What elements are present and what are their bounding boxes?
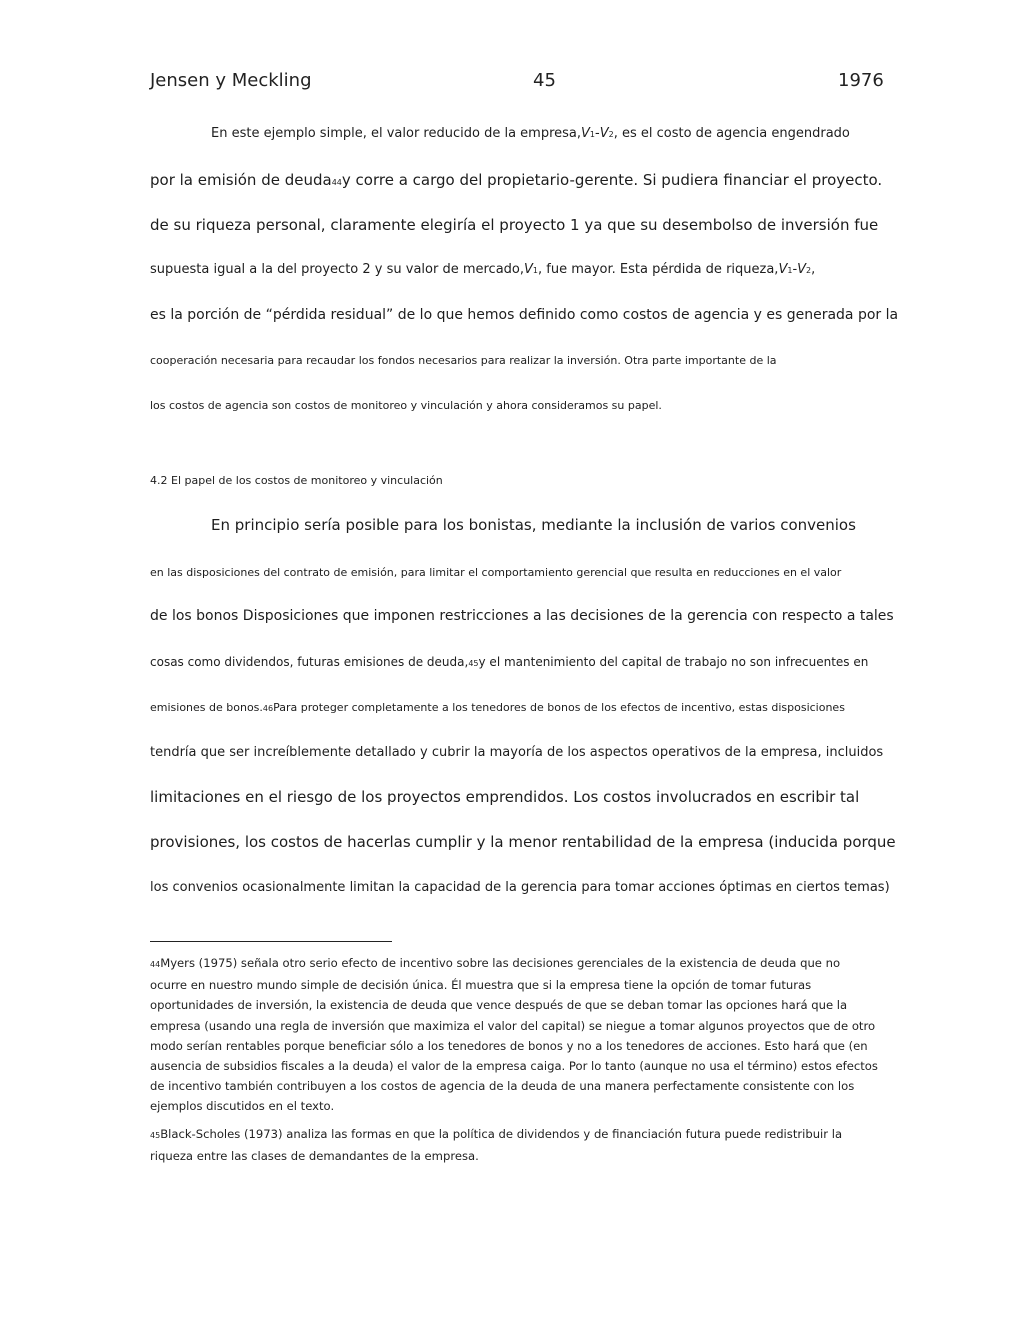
paragraph-line: supuesta igual a la del proyecto 2 y su valor de mercado,V1, fue mayor. Esta pérdida de riqueza,V1-V2,	[150, 262, 816, 277]
footnote-ref[interactable]: 44	[331, 178, 342, 187]
paragraph-line: cooperación necesaria para recaudar los fondos necesarios para realizar la inversión. Otra parte importante de la	[150, 354, 777, 367]
paragraph-line: es la porción de “pérdida residual” de lo que hemos definido como costos de agencia y es generada por la	[150, 307, 899, 323]
paragraph-line: los costos de agencia son costos de monitoreo y vinculación y ahora consideramos su papel.	[150, 399, 662, 412]
paragraph-line: emisiones de bonos.46Para proteger completamente a los tenedores de bonos de los efectos de incentivo, estas disposiciones	[150, 701, 845, 714]
paragraph-line: tendría que ser increíblemente detallado y cubrir la mayoría de los aspectos operativos de la empresa, incluidos	[150, 745, 884, 760]
paragraph-line: de los bonos Disposiciones que imponen restricciones a las decisiones de la gerencia con respecto a tales	[150, 608, 894, 624]
footnote-ref[interactable]: 45	[468, 659, 479, 668]
footnote-text: Myers (1975) señala otro serio efecto de incentivo sobre las decisiones gerenciales de la existencia de deuda que no ocurre en nuestro mundo simple de decisión única. Él muestra que si la empresa tiene la opción de tomar futuras oportunidades de inversión, la existencia de deuda que vence después de que se deban tomar las opciones hará que la empresa (usando una regla de inversión que maximiza el valor del capital) se niegue a tomar algunos proyectos que de otro modo serían rentables porque beneficiar sólo a los tenedores de bonos y no a los tenedores de acciones. Esto hará que (en ausencia de subsidios fiscales a la deuda) el valor de la empresa caiga. Por lo tanto (aunque no usa el término) estos efectos de incentivo también contribuyen a los costos de agencia de la deuda de una manera perfectamente consistente con los ejemplos discutidos en el texto.	[150, 956, 878, 1114]
footnote-ref[interactable]: 46	[262, 704, 274, 713]
page-number: 45	[533, 70, 556, 91]
section-heading: 4.2 El papel de los costos de monitoreo y vinculación	[150, 474, 443, 487]
paragraph-line: los convenios ocasionalmente limitan la capacidad de la gerencia para tomar acciones óptimas en ciertos temas)	[150, 880, 890, 895]
paragraph-line: de su riqueza personal, claramente elegiría el proyecto 1 ya que su desembolso de inversión fue	[150, 216, 879, 234]
paragraph-line: limitaciones en el riesgo de los proyectos emprendidos. Los costos involucrados en escribir tal	[150, 788, 860, 806]
paragraph-line: en las disposiciones del contrato de emisión, para limitar el comportamiento gerencial que resulta en reducciones en el valor	[150, 566, 842, 579]
paragraph-line: provisiones, los costos de hacerlas cumplir y la menor rentabilidad de la empresa (inducida porque	[150, 833, 896, 851]
paragraph-line: cosas como dividendos, futuras emisiones de deuda,45y el mantenimiento del capital de trabajo no son infrecuentes en	[150, 655, 869, 669]
footnote-divider	[150, 941, 392, 942]
header-authors: Jensen y Meckling	[150, 70, 312, 91]
footnote-45	[150, 1124, 880, 1166]
header-year: 1976	[838, 70, 884, 91]
paragraph-line: En principio sería posible para los bonistas, mediante la inclusión de varios convenios	[211, 516, 856, 534]
paragraph-line: por la emisión de deuda44y corre a cargo del propietario-gerente. Si pudiera financiar el proyecto.	[150, 171, 883, 189]
footnote-mark: 44	[150, 960, 161, 969]
paragraph-line: En este ejemplo simple, el valor reducido de la empresa,V1-V2, es el costo de agencia engendrado	[211, 126, 850, 141]
footnote-mark: 45	[150, 1131, 161, 1140]
footnote-44	[150, 953, 880, 1117]
footnote-text: Black-Scholes (1973) analiza las formas en que la política de dividendos y de financiación futura puede redistribuir la riqueza entre las clases de demandantes de la empresa.	[150, 1127, 843, 1164]
